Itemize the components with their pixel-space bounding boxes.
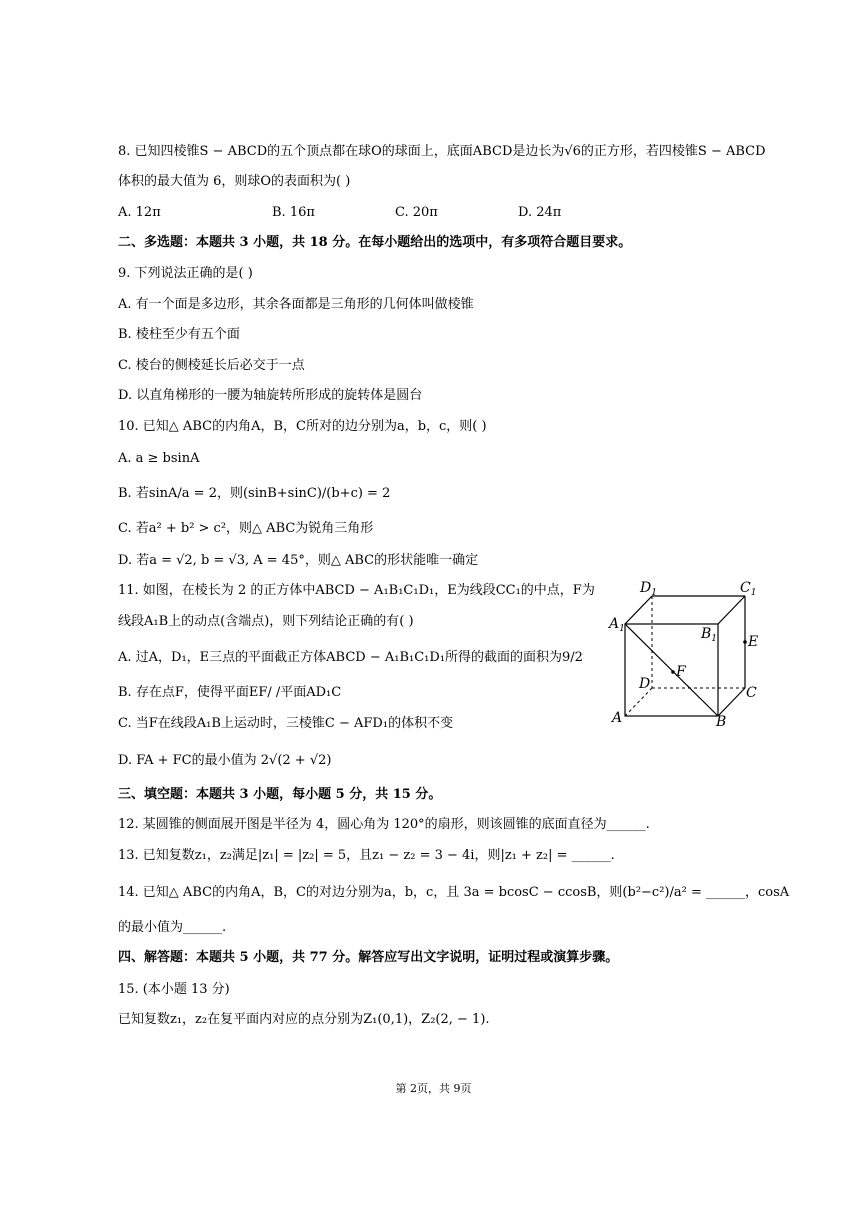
edge-b-c [718, 688, 745, 716]
section-3-heading: 三、填空题：本题共 3 小题，每小题 5 分，共 15 分。 [118, 787, 442, 802]
q8-line2: 体积的最大值为 6，则球O的表面积为( ) [118, 174, 351, 189]
q10-option-d: D. 若a = √2, b = √3, A = 45°，则△ ABC的形状能唯一确定 [118, 553, 479, 568]
q9-option-c: C. 棱台的侧棱延长后必交于一点 [118, 358, 305, 373]
point-e [743, 640, 747, 644]
q9-option-b: B. 棱柱至少有五个面 [118, 327, 240, 342]
q11-option-c: C. 当F在线段A₁B上运动时，三棱锥C − AFD₁的体积不变 [118, 716, 454, 731]
q9-stem: 9. 下列说法正确的是( ) [118, 266, 253, 281]
label-f: F [676, 664, 686, 680]
section-4-heading: 四、解答题：本题共 5 小题，共 77 分。解答应写出文字说明，证明过程或演算步骤。 [118, 950, 619, 965]
q8-option-b: B. 16π [272, 205, 315, 220]
question-12: 12. 某圆锥的侧面展开图是半径为 4，圆心角为 120°的扇形，则该圆锥的底面直径为______. [118, 817, 650, 832]
label-d1: $D_1$ [640, 580, 657, 598]
edge-d1-a1 [625, 596, 652, 624]
q11-option-d: D. FA + FC的最小值为 2√(2 + √2) [118, 753, 332, 768]
section-2-heading: 二、多选题：本题共 3 小题，共 18 分。在每小题给出的选项中，有多项符合题目要求。 [118, 235, 632, 250]
q8-option-d: D. 24π [518, 205, 562, 220]
label-a1: $A_1$ [609, 616, 625, 634]
q11-option-a: A. 过A，D₁，E三点的平面截正方体ABCD − A₁B₁C₁D₁所得的截面的面积为9/2 [118, 650, 583, 665]
point-f [671, 670, 675, 674]
cube-figure [600, 576, 770, 731]
label-b: B [716, 714, 727, 730]
q9-option-a: A. 有一个面是多边形，其余各面都是三角形的几何体叫做棱锥 [118, 297, 474, 312]
q14-line1: 14. 已知△ ABC的内角A，B，C的对边分别为a，b，c，且 3a = bcosC − ccosB，则(b²−c²)/a² = ______，cosA [118, 885, 790, 900]
q9-option-d: D. 以直角梯形的一腰为轴旋转所形成的旋转体是圆台 [118, 388, 423, 403]
q8-option-a: A. 12π [118, 205, 161, 220]
q8-option-c: C. 20π [395, 205, 438, 220]
label-e: E [748, 634, 759, 650]
hidden-edge-d-a [625, 688, 652, 716]
q14-line2: 的最小值为______. [118, 920, 227, 935]
q11-line1: 11. 如图，在棱长为 2 的正方体中ABCD − A₁B₁C₁D₁，E为线段CC₁的中点，F为 [118, 583, 595, 598]
label-a: A [612, 710, 623, 726]
q15-heading: 15. (本小题 13 分) [118, 982, 230, 997]
q8-line1: 8. 已知四棱锥S − ABCD的五个顶点都在球O的球面上，底面ABCD是边长为√6的正方形，若四棱锥S − ABCD [118, 144, 766, 159]
label-c: C [746, 685, 757, 701]
q11-line2: 线段A₁B上的动点(含端点)，则下列结论正确的有( ) [118, 614, 414, 629]
edge-c1-b1 [718, 596, 745, 624]
q15-body: 已知复数z₁，z₂在复平面内对应的点分别为Z₁(0,1)，Z₂(2, − 1). [118, 1012, 490, 1027]
page-footer: 第 2页，共 9页 [395, 1082, 472, 1095]
q11-option-b: B. 存在点F，使得平面EF/ /平面AD₁C [118, 685, 342, 700]
label-c1: $C_1$ [740, 580, 757, 598]
q10-option-a: A. a ≥ bsinA [118, 451, 200, 466]
label-b1: $B_1$ [701, 626, 718, 644]
q10-stem: 10. 已知△ ABC的内角A，B，C所对的边分别为a，b，c，则( ) [118, 419, 487, 434]
question-13: 13. 已知复数z₁，z₂满足|z₁| = |z₂| = 5，且z₁ − z₂ = 3 − 4i，则|z₁ + z₂| = ______. [118, 848, 615, 863]
q10-option-b: B. 若sinA/a = 2，则(sinB+sinC)/(b+c) = 2 [118, 486, 391, 501]
q10-option-c: C. 若a² + b² > c²，则△ ABC为锐角三角形 [118, 521, 374, 536]
label-d: D [639, 676, 651, 692]
